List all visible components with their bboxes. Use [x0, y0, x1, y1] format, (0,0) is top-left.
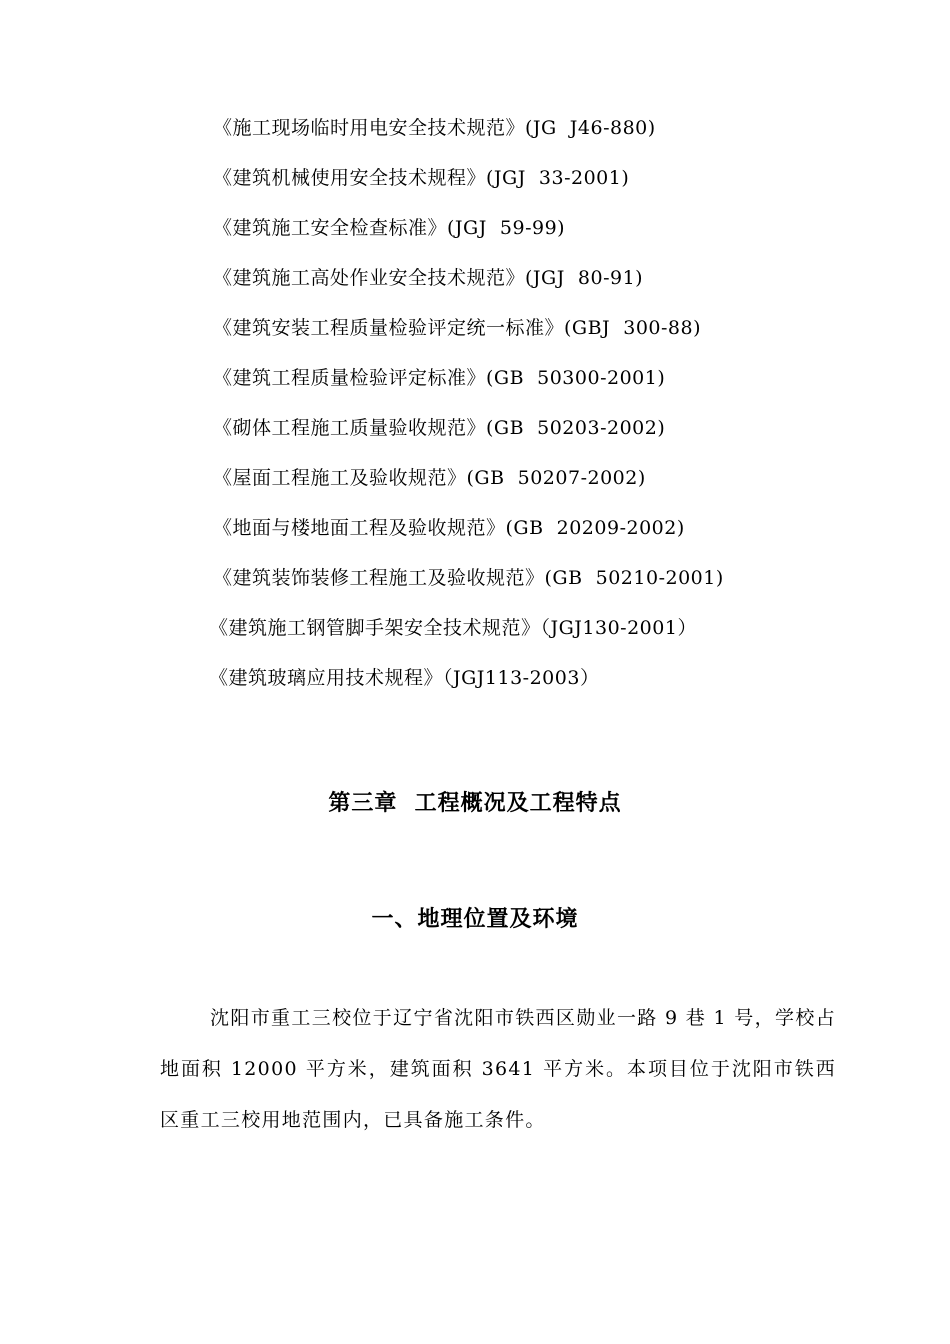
- reference-item: 《建筑施工钢管脚手架安全技术规范》（JGJ130-2001）: [209, 617, 697, 639]
- reference-item: 《屋面工程施工及验收规范》(GB 50207-2002): [213, 467, 646, 489]
- reference-item: 《建筑施工安全检查标准》(JGJ 59-99): [213, 217, 566, 239]
- reference-item: 《建筑施工高处作业安全技术规范》(JGJ 80-91): [213, 267, 644, 289]
- reference-item: 《建筑安装工程质量检验评定统一标准》(GBJ 300-88): [213, 317, 702, 339]
- reference-item: 《建筑装饰装修工程施工及验收规范》(GB 50210-2001): [213, 567, 724, 589]
- reference-item: 《施工现场临时用电安全技术规范》(JG J46-880): [213, 117, 656, 139]
- reference-standards-list: [209, 111, 913, 711]
- chapter-title: 第三章 工程概况及工程特点: [328, 791, 622, 816]
- body-paragraph: 沈阳市重工三校位于辽宁省沈阳市铁西区勋业一路 9 巷 1 号，学校占地面积 12000 平方米，建筑面积 3641 平方米。本项目位于沈阳市铁西区重工三校用地范围内，已具备施工条件。: [160, 1007, 836, 1131]
- reference-item: 《建筑机械使用安全技术规程》(JGJ 33-2001): [213, 167, 630, 189]
- reference-item: 《建筑玻璃应用技术规程》（JGJ113-2003）: [209, 667, 600, 689]
- section-title: 一、地理位置及环境: [371, 907, 579, 932]
- reference-item: 《砌体工程施工质量验收规范》(GB 50203-2002): [213, 417, 666, 439]
- reference-item: 《建筑工程质量检验评定标准》(GB 50300-2001): [213, 367, 666, 389]
- reference-item: 《地面与楼地面工程及验收规范》(GB 20209-2002): [213, 517, 685, 539]
